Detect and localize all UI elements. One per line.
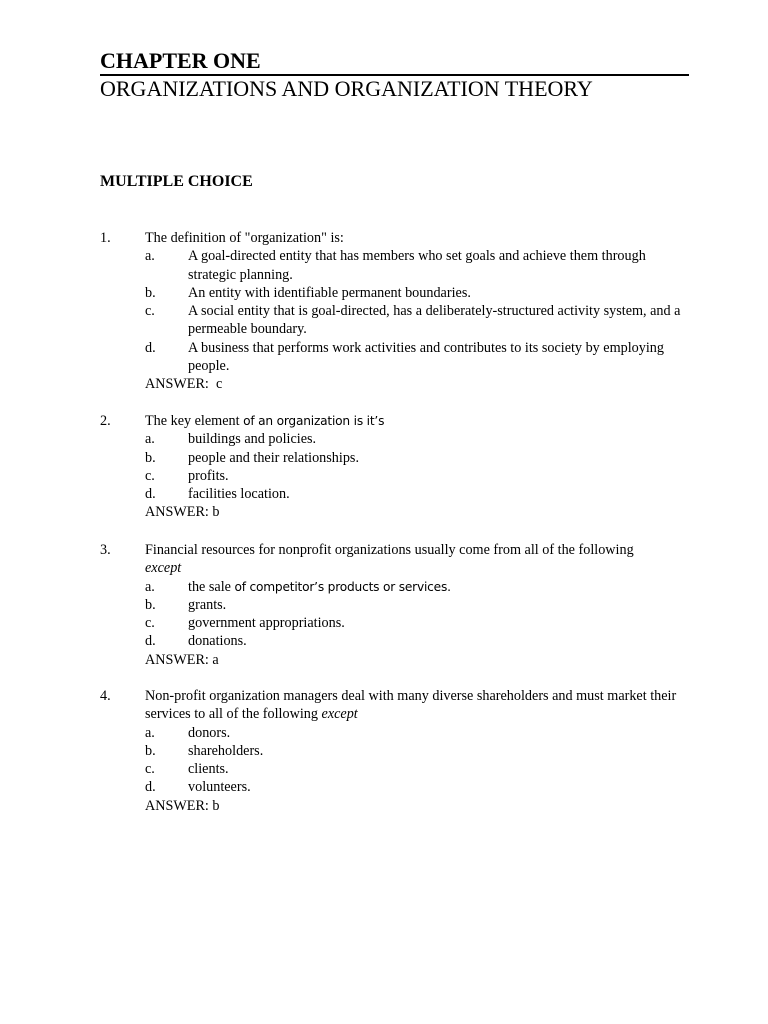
option-letter: d. [145, 779, 156, 796]
option-d [145, 339, 688, 376]
option-a [145, 430, 688, 448]
answer-options [100, 247, 700, 375]
question-stem [145, 541, 685, 578]
option-text: facilities location. [188, 486, 290, 503]
option-c [145, 467, 688, 485]
option-letter: a. [145, 431, 155, 448]
option-d [145, 485, 688, 503]
question-stem: The definition of "organization" is: [145, 230, 344, 246]
option-text: buildings and policies. [188, 431, 317, 448]
question-stem-text: The key element [145, 413, 244, 429]
answer-key: ANSWER: c [145, 376, 223, 393]
answer-options [100, 430, 700, 503]
option-letter: d. [145, 486, 156, 503]
answer-key: ANSWER: b [145, 504, 220, 521]
option-d [145, 778, 688, 796]
option-text: donors. [188, 724, 231, 741]
option-letter: b. [145, 449, 156, 466]
answer-key: ANSWER: a [145, 651, 219, 668]
option-b [145, 284, 688, 302]
option-d [145, 632, 688, 650]
chapter-title: ORGANIZATIONS AND ORGANIZATION THEORY [100, 76, 593, 101]
option-letter: a. [145, 724, 155, 741]
option-c [145, 614, 688, 632]
question-stem [145, 412, 685, 430]
option-text: A business that performs work activities and contributes to its society by employing people. [188, 339, 664, 375]
option-text: An entity with identifiable permanent boundaries. [188, 284, 471, 301]
answer-options [100, 724, 700, 797]
option-text: the sale [188, 578, 235, 595]
option-letter: b. [145, 742, 156, 759]
question-stem-text: Financial resources for nonprofit organizations usually come from all of the following [145, 542, 634, 558]
question-number: 2. [100, 413, 111, 429]
option-c [145, 302, 688, 339]
option-letter: b. [145, 284, 156, 301]
option-text: A social entity that is goal-directed, has a deliberately-structured activity system, and a permeable boundary. [188, 303, 681, 338]
option-text: grants. [188, 596, 227, 613]
option-text: A goal-directed entity that has members who set goals and achieve them through strategic planning. [188, 248, 646, 283]
question-number: 4. [100, 688, 111, 704]
question-stem-emphasis: except [145, 560, 182, 577]
option-a [145, 578, 688, 596]
question-4 [100, 687, 700, 815]
question-stem-emphasis: except [321, 706, 358, 723]
option-b [145, 449, 688, 467]
option-text: profits. [188, 467, 229, 484]
question-3 [100, 541, 700, 669]
option-b [145, 596, 688, 614]
option-letter: d. [145, 633, 156, 650]
question-stem-text-sans: of an organization is it’s [243, 414, 385, 428]
option-text: donations. [188, 633, 247, 650]
question-1 [100, 229, 700, 394]
option-text: shareholders. [188, 742, 264, 759]
chapter-heading: CHAPTER ONE [100, 48, 689, 76]
answer-key: ANSWER: b [145, 797, 220, 814]
question-number: 3. [100, 542, 111, 558]
question-number: 1. [100, 230, 111, 246]
option-a [145, 724, 688, 742]
question-stem-text: Non-profit organization managers deal with many diverse shareholders and must market their services to all of the following [145, 688, 677, 723]
option-letter: a. [145, 578, 155, 595]
option-letter: b. [145, 596, 156, 613]
option-letter: c. [145, 761, 155, 778]
option-text: government appropriations. [188, 615, 345, 632]
option-text: volunteers. [188, 779, 251, 796]
question-stem [145, 687, 685, 724]
option-letter: c. [145, 467, 155, 484]
option-letter: d. [145, 339, 156, 356]
option-c [145, 760, 688, 778]
option-letter: a. [145, 248, 155, 265]
section-heading: MULTIPLE CHOICE [100, 173, 253, 190]
option-b [145, 742, 688, 760]
option-letter: c. [145, 303, 155, 320]
option-text: clients. [188, 761, 229, 778]
question-2 [100, 412, 700, 522]
option-a [145, 247, 688, 284]
option-letter: c. [145, 615, 155, 632]
answer-options [100, 578, 700, 651]
option-text-sans: of competitor’s products or services. [234, 579, 451, 594]
option-text: people and their relationships. [188, 449, 359, 466]
